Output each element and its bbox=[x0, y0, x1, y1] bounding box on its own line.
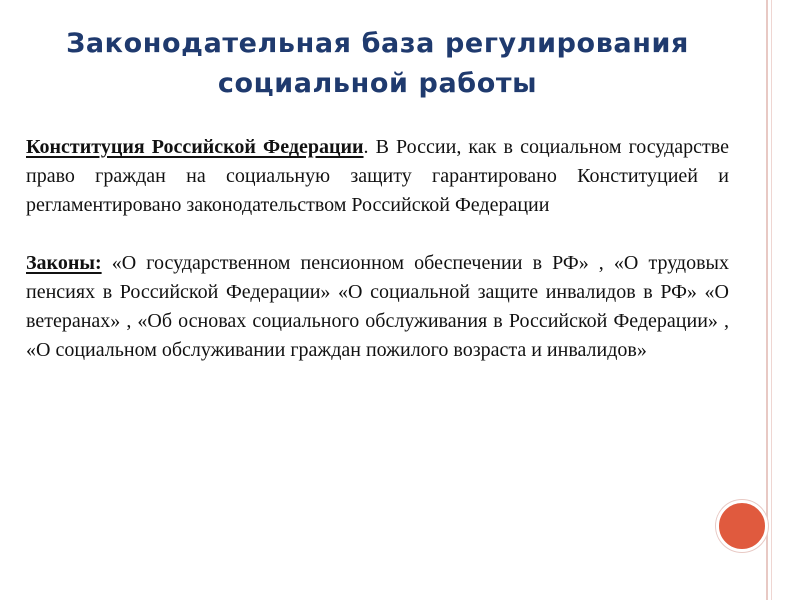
paragraph-lead: Законы: bbox=[26, 252, 102, 274]
slide-content bbox=[26, 133, 729, 365]
paragraph-lead: Конституция Российской Федерации bbox=[26, 136, 364, 158]
paragraph-text: «О государственном пенсионном обеспечении в РФ» , «О трудовых пенсиях в Российской Федерации» «О социальной защите инвалидов в РФ» «О ветеранах» , «Об основах социального обслуживания в Российской Федерации» , «О социальном обслуживании граждан пожилого возраста и инвалидов» bbox=[26, 252, 729, 361]
frame-line-inner bbox=[771, 0, 772, 600]
paragraph-constitution bbox=[26, 133, 729, 220]
paragraph-laws bbox=[26, 249, 729, 365]
frame-line bbox=[766, 0, 768, 600]
paragraph-text: . В России, как в социальном государстве право граждан на социальную защиту гарантировано Конституцией и регламентировано законодательством Российской Федерации bbox=[26, 136, 730, 216]
decorative-circle bbox=[716, 500, 768, 552]
slide-title: Законодательная база регулирования социальной работы bbox=[66, 28, 689, 99]
